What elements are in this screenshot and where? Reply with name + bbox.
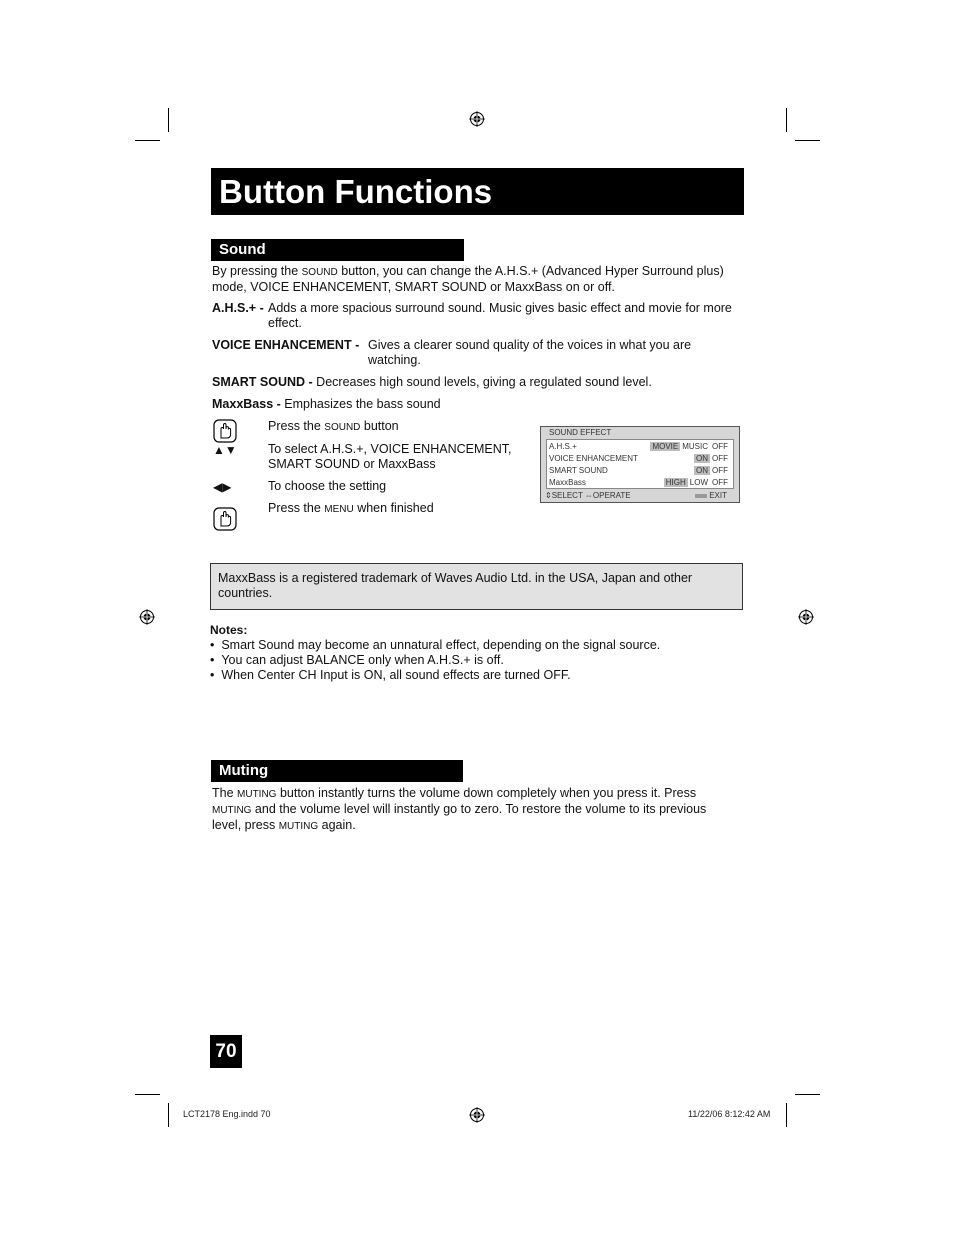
- smart-definition-text: Decreases high sound levels, giving a regulated sound level.: [312, 375, 652, 389]
- ahs-definition-text: effect.: [268, 316, 302, 330]
- registration-mark-icon: [469, 111, 485, 127]
- maxxbass-line: [212, 397, 441, 412]
- voice-term-label: VOICE ENHANCEMENT -: [212, 338, 360, 352]
- trademark-text: countries.: [218, 586, 273, 600]
- muting-text: The: [212, 786, 238, 800]
- ahs-term-label: A.H.S.+ -: [212, 301, 264, 315]
- note-text: Smart Sound may become an unnatural effect, depending on the signal source.: [221, 638, 661, 652]
- crop-mark: [168, 1103, 169, 1127]
- up-down-arrow-icon: ▲▼: [213, 443, 237, 457]
- hand-press-icon: [213, 507, 237, 531]
- muting-text: and the volume level will instantly go to zero. To restore the volume to its previous: [251, 802, 707, 816]
- crop-mark: [135, 140, 160, 141]
- sound-button-name: SOUND: [324, 422, 361, 433]
- muting-text: button instantly turns the volume down completely when you press it. Press: [276, 786, 697, 800]
- sound-intro: [212, 264, 742, 295]
- registration-mark-icon: [139, 609, 155, 625]
- sound-intro-text: By pressing the: [212, 264, 302, 278]
- note-text: When Center CH Input is ON, all sound effects are turned OFF.: [221, 668, 571, 682]
- voice-term: [212, 338, 359, 353]
- muting-text: again.: [318, 818, 356, 832]
- sound-effect-osd: [540, 426, 740, 503]
- maxx-definition-text: Emphasizes the bass sound: [280, 397, 441, 411]
- osd-row: [547, 453, 733, 465]
- osd-menu: [546, 439, 734, 489]
- hand-press-icon: [213, 419, 237, 443]
- sound-button-name: SOUND: [301, 267, 338, 278]
- list-item: • When Center CH Input is ON, all sound effects are turned OFF.: [210, 668, 571, 682]
- registration-mark-icon: [469, 1107, 485, 1123]
- step-text: Press the: [268, 419, 325, 433]
- muting-description: [212, 786, 742, 834]
- ahs-term: [212, 301, 264, 316]
- notes-heading: Notes:: [210, 623, 248, 637]
- osd-option: OFF: [712, 478, 728, 487]
- crop-mark: [786, 1103, 787, 1127]
- osd-option: LOW: [689, 478, 708, 487]
- osd-option: ON: [696, 466, 708, 475]
- notes-list: [210, 638, 740, 683]
- muting-button-name: MUTING: [237, 789, 277, 800]
- muting-button-name: MUTING: [212, 805, 252, 816]
- osd-row-label: MaxxBass: [549, 478, 586, 487]
- crop-mark: [795, 140, 820, 141]
- osd-option: MOVIE: [652, 442, 679, 451]
- step-text: To select A.H.S.+, VOICE ENHANCEMENT,: [268, 442, 512, 456]
- ahs-definition: [268, 301, 743, 331]
- list-item: • Smart Sound may become an unnatural effect, depending on the signal source.: [210, 638, 661, 652]
- osd-footer-exit: EXIT: [709, 491, 727, 500]
- osd-row: [547, 465, 733, 477]
- osd-option: HIGH: [665, 478, 686, 487]
- osd-footer: [545, 491, 735, 501]
- crop-mark: [786, 108, 787, 132]
- osd-row-label: VOICE ENHANCEMENT: [549, 454, 638, 463]
- sound-intro-text: button, you can change the A.H.S.+ (Advanced Hyper Surround plus): [337, 264, 724, 278]
- smart-sound-line: [212, 375, 652, 390]
- crop-mark: [168, 108, 169, 132]
- crop-mark: [135, 1094, 160, 1095]
- osd-row-label: A.H.S.+: [549, 442, 577, 451]
- menu-key-icon: [695, 494, 707, 498]
- step-text: Press the: [268, 501, 325, 515]
- footer-file-info: LCT2178 Eng.indd 70: [183, 1109, 271, 1119]
- page-title: Button Functions: [211, 168, 744, 215]
- voice-definition-text: Gives a clearer sound quality of the voices in what you are: [368, 338, 692, 352]
- osd-row: [547, 441, 733, 453]
- step-choose: To choose the setting: [268, 479, 387, 493]
- step-press-sound: [268, 419, 399, 435]
- osd-row-label: SMART SOUND: [549, 466, 608, 475]
- registration-mark-icon: [798, 609, 814, 625]
- crop-mark: [795, 1094, 820, 1095]
- step-press-menu: [268, 501, 434, 517]
- osd-option: MUSIC: [682, 442, 708, 451]
- section-heading-sound: Sound: [211, 239, 464, 261]
- muting-button-name: MUTING: [278, 821, 319, 832]
- osd-row: [547, 477, 733, 489]
- osd-footer-select: SELECT: [551, 491, 583, 500]
- up-down-arrow-icon: ⇕: [545, 491, 552, 500]
- osd-option: ON: [696, 454, 708, 463]
- left-right-arrow-icon: ⇔: [584, 491, 593, 500]
- ahs-definition-text: Adds a more spacious surround sound. Music gives basic effect and movie for more: [268, 301, 732, 315]
- step-text: button: [360, 419, 399, 433]
- footer-timestamp: 11/22/06 8:12:42 AM: [688, 1109, 771, 1119]
- menu-button-name: MENU: [324, 504, 354, 515]
- trademark-note: [210, 563, 743, 610]
- osd-title: SOUND EFFECT: [549, 428, 612, 437]
- osd-option: OFF: [712, 442, 728, 451]
- muting-text: level, press: [212, 818, 279, 832]
- section-heading-muting: Muting: [211, 760, 463, 782]
- step-text: when finished: [353, 501, 434, 515]
- trademark-text: MaxxBass is a registered trademark of Waves Audio Ltd. in the USA, Japan and other: [218, 571, 693, 585]
- osd-option: OFF: [712, 454, 728, 463]
- step-text: SMART SOUND or MaxxBass: [268, 457, 436, 471]
- left-right-arrow-icon: ◀▶: [213, 480, 232, 494]
- maxx-term-label: MaxxBass -: [212, 397, 281, 411]
- step-select: [268, 442, 511, 472]
- osd-option: OFF: [712, 466, 728, 475]
- note-text: You can adjust BALANCE only when A.H.S.+ is off.: [221, 653, 504, 667]
- osd-exit: [695, 491, 727, 501]
- sound-intro-text: mode, VOICE ENHANCEMENT, SMART SOUND or MaxxBass on or off.: [212, 280, 615, 294]
- voice-definition-text: watching.: [368, 353, 421, 367]
- osd-footer-operate: OPERATE: [592, 491, 631, 500]
- smart-term-label: SMART SOUND -: [212, 375, 313, 389]
- list-item: • You can adjust BALANCE only when A.H.S.+ is off.: [210, 653, 504, 667]
- page-number: 70: [210, 1035, 242, 1068]
- voice-definition: [368, 338, 743, 368]
